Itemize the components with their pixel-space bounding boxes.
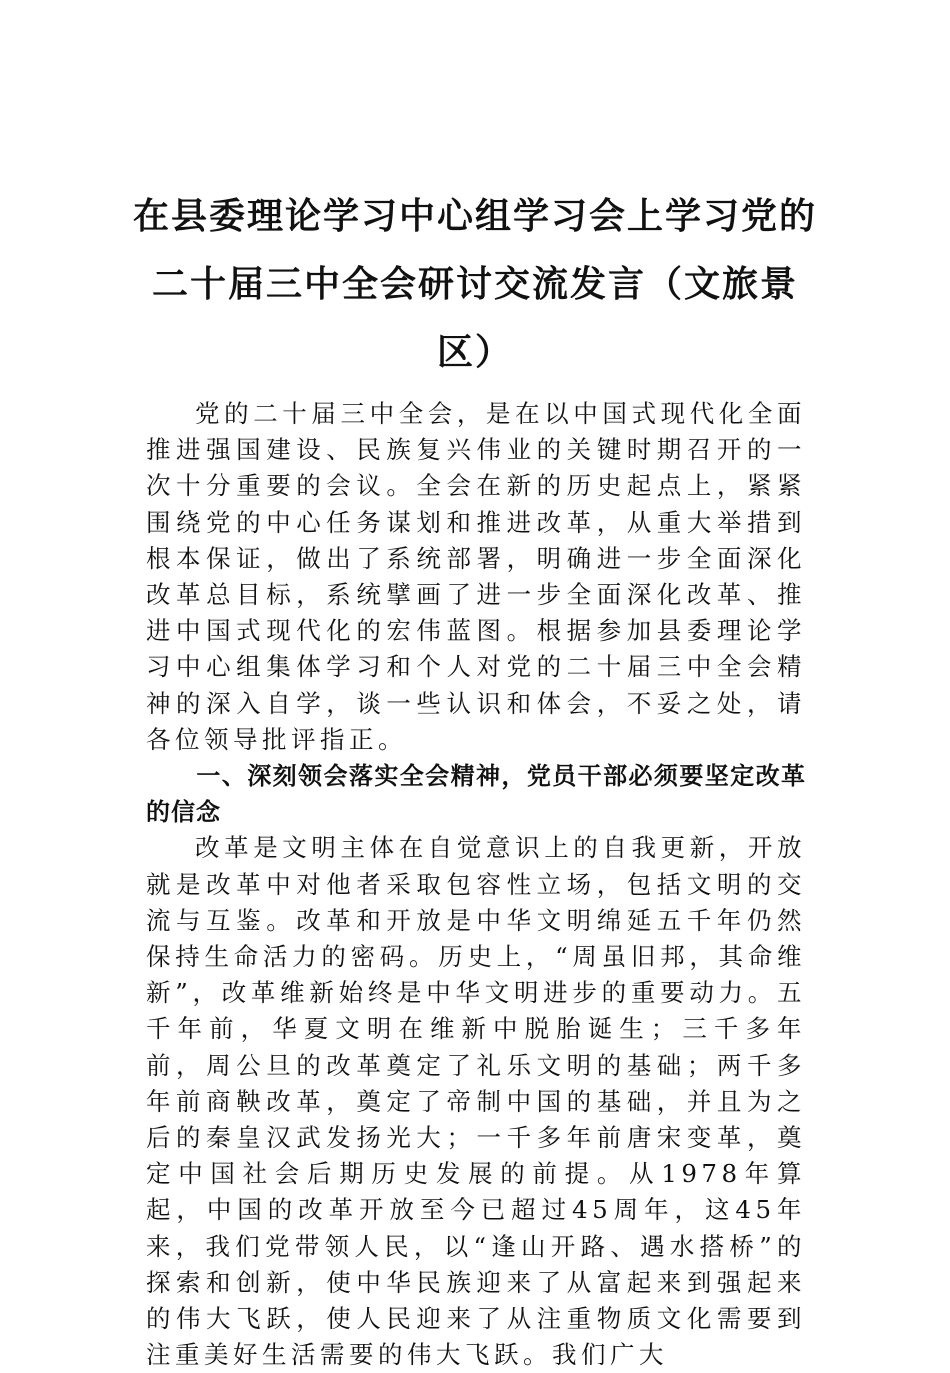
section-1-paragraph: 改革是文明主体在自觉意识上的自我更新，开放就是改革中对他者采取包容性立场，包括文明的交流与互鉴。改革和开放是中华文明绵延五千年仍然保持生命活力的密码。历史上，“周虽旧邦，其命维新”，改革维新始终是中华文明进步的重要动力。五千年前，华夏文明在维新中脱胎诞生；三千多年前，周公旦的改革奠定了礼乐文明的基础；两千多年前商鞅改革，奠定了帝制中国的基础，并且为之后的秦皇汉武发扬光大；一千多年前唐宋变革，奠定中国社会后期历史发展的前提。从1978年算起，中国的改革开放至今已超过45周年，这45年来，我们党带领人民，以“逢山开路、遇水搭桥”的探索和创新，使中华民族迎来了从富起来到强起来的伟大飞跃，使人民迎来了从注重物质文化需要到注重美好生活需要的伟大飞跃。我们广大 (146, 833, 806, 1370)
title-line-3: 区） (436, 331, 513, 374)
document-body (146, 396, 806, 1373)
document-title (120, 182, 830, 386)
section-heading-1: 一、深刻领会落实全会精神，党员干部必须要坚定改革的信念 (146, 762, 806, 827)
intro-paragraph: 党的二十届三中全会，是在以中国式现代化全面推进强国建设、民族复兴伟业的关键时期召开的一次十分重要的会议。全会在新的历史起点上，紧紧围绕党的中心任务谋划和推进改革，从重大举措到根本保证，做出了系统部署，明确进一步全面深化改革总目标，系统擘画了进一步全面深化改革、推进中国式现代化的宏伟蓝图。根据参加县委理论学习中心组集体学习和个人对党的二十届三中全会精神的深入自学，谈一些认识和体会，不妥之处，请各位领导批评指正。 (146, 399, 806, 754)
title-line-1: 在县委理论学习中心组学习会上学习党的 (132, 195, 817, 238)
title-line-2: 二十届三中全会研讨交流发言（文旅景 (151, 263, 798, 306)
